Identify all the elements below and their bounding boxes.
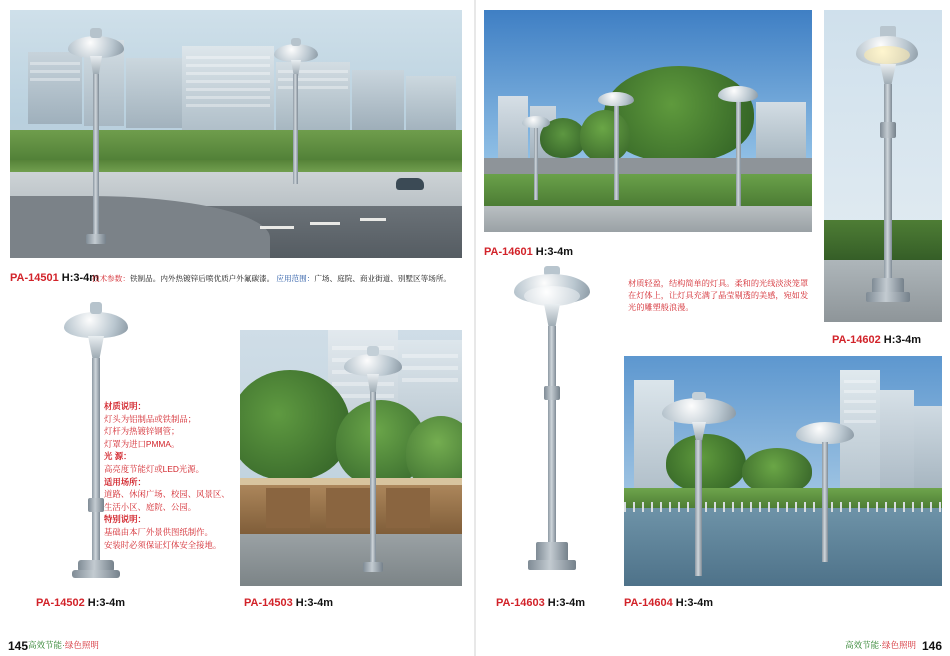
lamp-figure: [850, 26, 930, 316]
product-photo-pa-14601: [484, 10, 812, 232]
lamp-head: [718, 86, 758, 102]
use-label: 应用范围：: [276, 274, 315, 283]
caption-pa-14603: [496, 597, 585, 609]
caption-pa-14503: [244, 597, 333, 609]
spec-line: 灯杆为热镀锌钢管；: [104, 426, 180, 437]
lamp-pole: [548, 326, 556, 548]
note-line: 光的雕塑般浪漫。: [628, 302, 694, 312]
photo-window-row: [402, 354, 458, 358]
lamp-figure: [268, 38, 324, 188]
product-photo-pa-14503: [240, 330, 462, 586]
product-photo-pa-14501: [10, 10, 462, 258]
product-code: PA-14501: [10, 272, 59, 284]
spec-label: 技术参数：: [92, 274, 130, 283]
lamp-head: [796, 422, 854, 444]
lamp-neck: [367, 374, 379, 394]
spec-title-material: 材质说明：: [104, 401, 146, 411]
lamp-pole-joint: [880, 122, 896, 138]
photo-road-marking: [310, 222, 340, 225]
caption-pa-14601: [484, 246, 573, 258]
product-photo-pa-14602: [824, 10, 942, 322]
lamp-head-top: [90, 28, 102, 38]
lamp-head: [662, 398, 736, 424]
note-line: 材质轻盈，结构简单的灯具。柔和的光线淡淡笼罩: [628, 279, 809, 288]
lamp-head: [68, 36, 124, 58]
photo-window-row: [186, 72, 270, 75]
product-height: H:3-4m: [535, 246, 574, 258]
footer-text-green: 高效节能·: [28, 640, 65, 650]
product-code: PA-14503: [244, 597, 293, 609]
product-height: H:3-4m: [675, 597, 714, 609]
lamp-figure: [592, 86, 640, 210]
use-text: 广场、庭院、商业街道、别墅区等场所。: [314, 274, 452, 283]
lamp-pole: [93, 74, 99, 242]
lamp-head-top: [90, 302, 102, 314]
lamp-head-glass: [864, 46, 910, 64]
product-code: PA-14601: [484, 246, 533, 258]
photo-tree: [240, 370, 350, 480]
spec-line: 高亮度节能灯或LED光源。: [104, 464, 205, 475]
photo-window-row: [186, 104, 270, 107]
lamp-head: [598, 92, 634, 106]
product-figure-pa-14603: [496, 266, 606, 588]
lamp-pole: [92, 358, 100, 564]
spec-line: 道路、休闲广场、校园、风景区、: [104, 489, 230, 500]
lamp-figure: [516, 110, 556, 210]
lamp-neck: [88, 336, 104, 360]
lamp-neck: [544, 304, 560, 328]
lamp-head: [64, 312, 128, 338]
footer-text-green: 高效节能·: [845, 640, 882, 650]
photo-window-row: [186, 88, 270, 91]
product-code: PA-14603: [496, 597, 545, 609]
photo-window-row: [402, 378, 458, 382]
spec-line: 生活小区、庭院、公园。: [104, 501, 197, 512]
lamp-base-plate: [528, 560, 576, 570]
product-height: H:3-4m: [295, 597, 334, 609]
page-number-right: 146: [921, 639, 942, 653]
lamp-pole: [534, 128, 538, 200]
spec-line: 基础由本厂外景供图纸制作。: [104, 527, 213, 538]
photo-window-row: [402, 366, 458, 370]
lamp-pole: [736, 102, 741, 206]
lamp-base: [86, 234, 106, 244]
photo-road-marking: [360, 218, 386, 221]
spec-text: 铁制品。内外热镀锌后喷优质户外氟碳漆。: [129, 274, 275, 283]
photo-road-marking: [260, 226, 294, 229]
product-code: PA-14602: [832, 334, 881, 346]
lamp-figure: [652, 392, 748, 582]
caption-pa-14604: [624, 597, 713, 609]
lamp-head: [522, 116, 550, 128]
lamp-head-glass: [524, 286, 580, 306]
lamp-pole-joint: [544, 386, 560, 400]
photo-building: [914, 406, 942, 490]
spec-title-note: 特别说明：: [104, 514, 146, 525]
photo-building: [880, 390, 914, 490]
footer-left: [28, 639, 99, 651]
product-height: H:3-4m: [61, 272, 100, 284]
lamp-figure: [336, 346, 408, 576]
photo-building: [406, 76, 456, 130]
spec-title-lightsource: 光 源：: [104, 451, 132, 462]
caption-pa-14501: [10, 272, 99, 284]
photo-wall-panel: [266, 488, 310, 528]
marketing-note: [628, 278, 818, 314]
lamp-pole: [822, 442, 828, 562]
caption-detail-pa-14501: [92, 273, 451, 284]
lamp-figure: [788, 416, 864, 576]
footer-right: [845, 639, 916, 651]
page-spine: [474, 0, 476, 656]
lamp-head-top: [291, 38, 301, 46]
page-number-left: 145: [8, 639, 29, 653]
lamp-head: [274, 44, 318, 62]
caption-pa-14602: [832, 334, 921, 346]
photo-window-row: [844, 380, 876, 383]
lamp-pole: [695, 440, 702, 576]
product-height: H:3-4m: [883, 334, 922, 346]
product-height: H:3-4m: [547, 597, 586, 609]
lamp-pole: [370, 392, 376, 568]
photo-window-row: [186, 80, 270, 83]
photo-window-row: [186, 64, 270, 67]
photo-window-row: [844, 400, 876, 403]
lamp-pole: [884, 84, 892, 284]
photo-building: [352, 70, 404, 130]
lamp-pole: [614, 106, 619, 200]
lamp-head: [344, 354, 402, 376]
lamp-base: [536, 542, 568, 562]
lamp-base-plate: [72, 570, 120, 578]
product-height: H:3-4m: [87, 597, 126, 609]
spec-line: 安装时必须保证灯体安全接地。: [104, 539, 222, 550]
lamp-neck: [692, 422, 706, 442]
lamp-base-plate: [866, 292, 910, 302]
lamp-pole: [293, 74, 298, 184]
spec-line: 灯头为铝制品或铁制品；: [104, 413, 197, 424]
spec-line: 灯罩为进口PMMA。: [104, 438, 180, 449]
footer-text-red: 绿色照明: [881, 640, 916, 650]
lamp-figure: [712, 80, 764, 216]
lamp-base: [363, 562, 383, 572]
photo-window-row: [186, 56, 270, 59]
product-code: PA-14502: [36, 597, 85, 609]
lamp-figure: [60, 28, 130, 248]
photo-window-row: [186, 96, 270, 99]
photo-building: [126, 58, 182, 128]
lamp-pole-joint: [88, 498, 104, 512]
lamp-figure: [506, 266, 598, 586]
note-line: 在灯体上，让灯具充满了晶莹剔透的美感，宛如发: [628, 290, 809, 300]
photo-car: [396, 178, 424, 190]
footer-text-red: 绿色照明: [64, 640, 99, 650]
product-code: PA-14604: [624, 597, 673, 609]
lamp-head-top: [367, 346, 379, 356]
material-spec-block: [104, 400, 234, 551]
caption-pa-14502: [36, 597, 125, 609]
lamp-neck: [90, 56, 102, 76]
spec-title-application: 适用场所：: [104, 476, 146, 487]
photo-window-row: [844, 390, 876, 393]
photo-window-row: [844, 410, 876, 413]
product-photo-pa-14604: [624, 356, 942, 586]
lamp-head-top: [692, 392, 706, 400]
lamp-neck: [880, 64, 896, 86]
